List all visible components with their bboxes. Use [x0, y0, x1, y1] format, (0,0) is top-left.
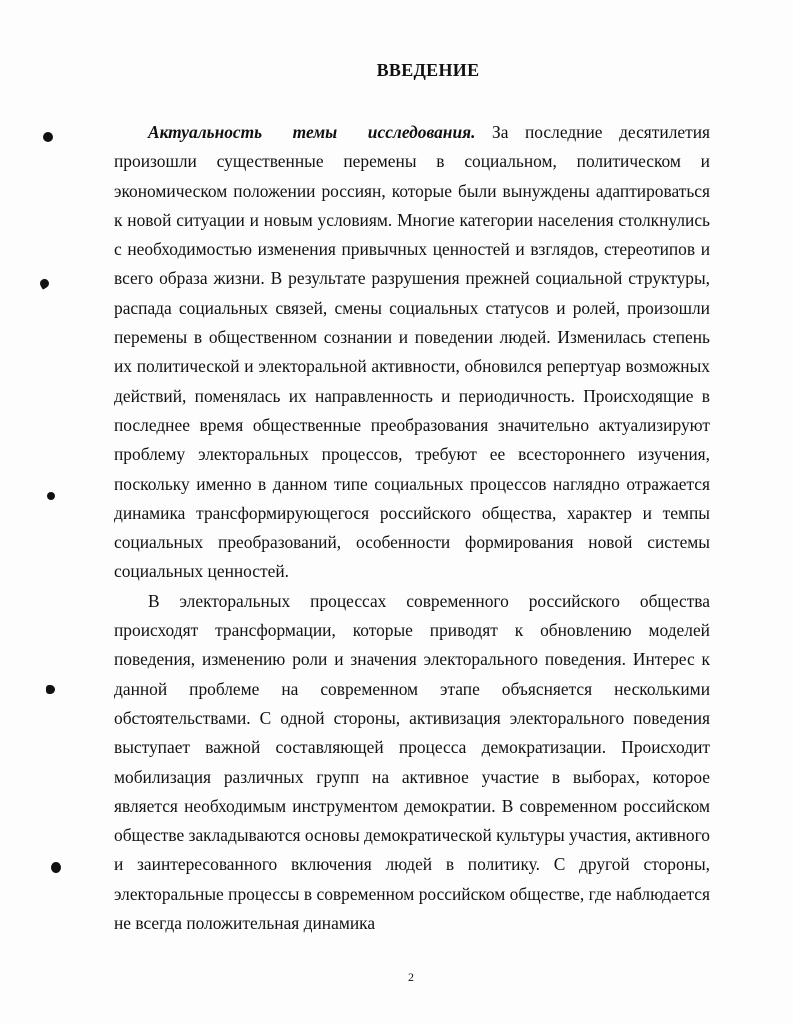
margin-punch-mark	[43, 132, 53, 142]
paragraph-1	[114, 118, 710, 587]
body-text	[114, 118, 710, 938]
page-number: 2	[408, 970, 414, 984]
margin-punch-mark	[47, 492, 55, 500]
margin-punch-mark	[51, 862, 61, 873]
margin-punch-mark	[38, 277, 50, 289]
page-title: ВВЕДЕНИЕ	[376, 60, 480, 80]
paragraph-2: В электоральных процессах современного российского общества происходят трансформации, которые приводят к обновлению моделей поведения, изменению роли и значения электорального поведения. Интерес к данной проблеме на современном этапе объясняется несколькими обстоятельствами. С одной стороны, активизация электорального поведения выступает важной составляющей процесса демократизации. Происходит мобилизация различных групп на активное участие в выборах, которое является необходимым инструментом демократии. В современном российском обществе закладываются основы демократической культуры участия, активного и заинтересованного включения людей в политику. С другой стороны, электоральные процессы в современном российском обществе, где наблюдается не всегда положительная динамика	[114, 590, 710, 934]
margin-punch-mark	[46, 685, 55, 694]
lead-phrase: Актуальность темы исследования.	[148, 122, 476, 142]
paragraph-1-text: За последние десятилетия произошли существенные перемены в социальном, политическом и экономическом положении россиян, которые были вынуждены адаптироваться к новой ситуации и новым условиям. Многие категории населения столкнулись с необходимостью изменения привычных ценностей и взглядов, стереотипов и всего образа жизни. В результате разрушения прежней социальной структуры, распада социальных связей, смены социальных статусов и ролей, произошли перемены в общественном сознании и поведении людей. Изменилась степень их политической и электоральной активности, обновился репертуар возможных действий, поменялась их направленность и периодичность. Происходящие в последнее время общественные преобразования значительно актуализируют проблему электоральных процессов, требуют ее всестороннего изучения, поскольку именно в данном типе социальных процессов наглядно отражается динамика трансформирующегося российского общества, характер и темпы социальных преобразований, особенности формирования новой системы социальных ценностей.	[114, 122, 710, 582]
